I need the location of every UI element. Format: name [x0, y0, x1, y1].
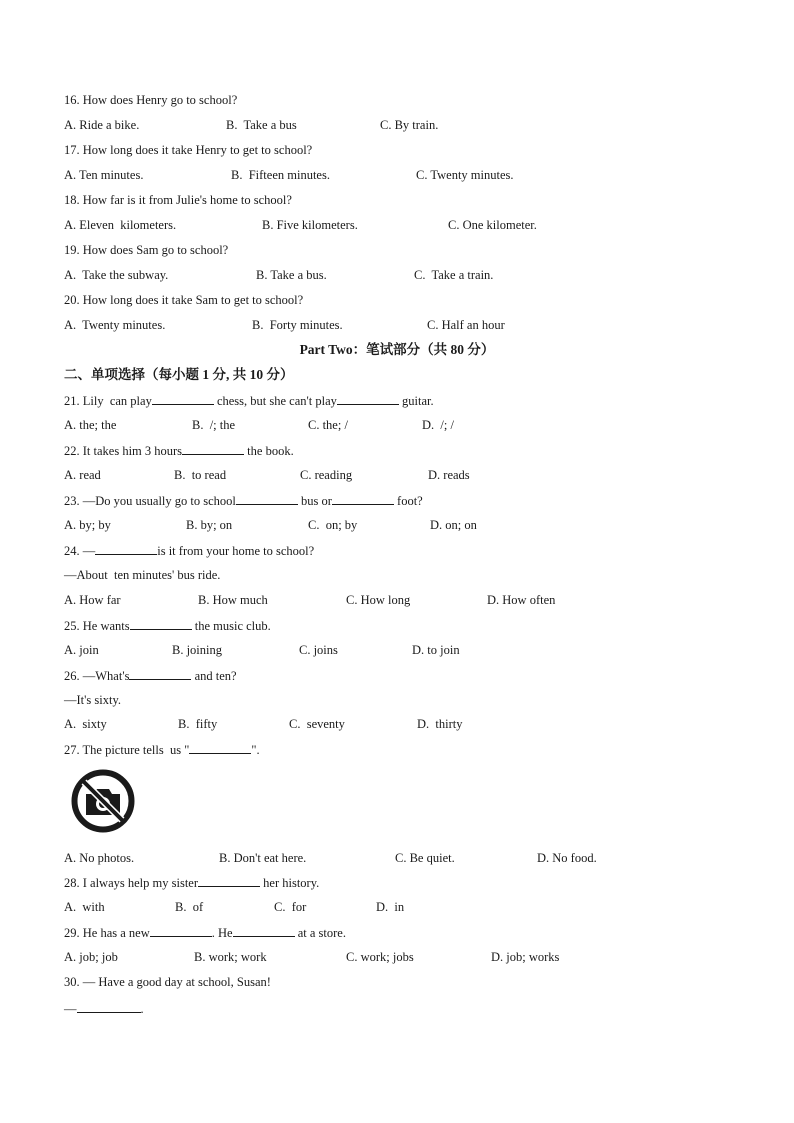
question-26-text-2: and ten?: [191, 669, 237, 683]
option-22-d[interactable]: D. reads: [428, 468, 470, 482]
option-28-b[interactable]: B. of: [175, 900, 204, 914]
question-22-text-2: the book.: [244, 444, 294, 458]
answer-blank[interactable]: [129, 667, 191, 680]
option-28-a[interactable]: A. with: [64, 900, 105, 914]
option-27-c[interactable]: C. Be quiet.: [395, 851, 455, 865]
option-28-d[interactable]: D. in: [376, 900, 405, 914]
option-27-d[interactable]: D. No food.: [537, 851, 597, 865]
option-25-c[interactable]: C. joins: [299, 643, 338, 657]
option-23-b[interactable]: B. by; on: [186, 518, 233, 532]
section-heading: 二、单项选择（每小题 1 分, 共 10 分）: [64, 367, 294, 382]
option-26-c[interactable]: C. seventy: [289, 717, 345, 731]
question-25: [64, 617, 271, 634]
answer-blank[interactable]: [150, 924, 212, 937]
question-24-reply: —About ten minutes' bus ride.: [64, 568, 221, 582]
option-24-d[interactable]: D. How often: [487, 593, 556, 607]
answer-blank[interactable]: [332, 492, 394, 505]
option-24-a[interactable]: A. How far: [64, 593, 121, 607]
answer-blank[interactable]: [236, 492, 298, 505]
option-25-b[interactable]: B. joining: [172, 643, 223, 657]
option-17-b[interactable]: B. Fifteen minutes.: [231, 168, 330, 182]
option-21-c[interactable]: C. the; /: [308, 418, 348, 432]
option-20-b[interactable]: B. Forty minutes.: [252, 318, 343, 332]
option-21-a[interactable]: A. the; the: [64, 418, 117, 432]
option-22-a[interactable]: A. read: [64, 468, 101, 482]
option-22-c[interactable]: C. reading: [300, 468, 353, 482]
option-18-c[interactable]: C. One kilometer.: [448, 218, 537, 232]
question-21-text-1: 21. Lily can play: [64, 394, 152, 408]
option-24-b[interactable]: B. How much: [198, 593, 268, 607]
answer-blank[interactable]: [182, 442, 244, 455]
question-29-text-3: at a store.: [294, 926, 346, 940]
question-28-text-2: her history.: [260, 876, 320, 890]
answer-blank[interactable]: [77, 1000, 141, 1013]
question-24-text-1: 24. —: [64, 544, 96, 558]
option-29-d[interactable]: D. job; works: [491, 950, 560, 964]
answer-blank[interactable]: [130, 617, 192, 630]
answer-blank[interactable]: [95, 542, 157, 555]
answer-blank[interactable]: [189, 741, 251, 754]
question-29: [64, 924, 346, 941]
answer-blank[interactable]: [198, 874, 260, 887]
question-23-text-2: bus or: [297, 494, 332, 508]
question-23: [64, 492, 423, 509]
option-23-c[interactable]: C. on; by: [308, 518, 358, 532]
option-18-b[interactable]: B. Five kilometers.: [262, 218, 358, 232]
question-28-text-1: 28. I always help my sister: [64, 876, 199, 890]
question-26-reply: —It's sixty.: [64, 693, 122, 707]
option-26-b[interactable]: B. fifty: [178, 717, 218, 731]
question-30-reply-end: .: [140, 1002, 144, 1016]
question-25-text-2: the music club.: [191, 619, 271, 633]
option-24-c[interactable]: C. How long: [346, 593, 411, 607]
option-23-d[interactable]: D. on; on: [430, 518, 477, 532]
option-27-a[interactable]: A. No photos.: [64, 851, 135, 865]
option-16-c[interactable]: C. By train.: [380, 118, 439, 132]
question-16: 16. How does Henry go to school?: [64, 93, 238, 107]
question-21: [64, 392, 434, 409]
question-19: 19. How does Sam go to school?: [64, 243, 229, 257]
question-23-text-3: foot?: [393, 494, 423, 508]
option-19-c[interactable]: C. Take a train.: [414, 268, 494, 282]
option-19-b[interactable]: B. Take a bus.: [256, 268, 327, 282]
question-26: [64, 667, 237, 684]
question-25-text-1: 25. He wants: [64, 619, 130, 633]
option-23-a[interactable]: A. by; by: [64, 518, 111, 532]
question-24: [64, 542, 314, 559]
question-30-reply: [64, 1000, 144, 1017]
option-16-a[interactable]: A. Ride a bike.: [64, 118, 140, 132]
option-29-c[interactable]: C. work; jobs: [346, 950, 414, 964]
question-22-text-1: 22. It takes him 3 hours: [64, 444, 183, 458]
option-17-c[interactable]: C. Twenty minutes.: [416, 168, 514, 182]
option-22-b[interactable]: B. to read: [174, 468, 227, 482]
option-26-a[interactable]: A. sixty: [64, 717, 107, 731]
option-17-a[interactable]: A. Ten minutes.: [64, 168, 144, 182]
question-21-text-2: chess, but she can't play: [213, 394, 337, 408]
option-20-c[interactable]: C. Half an hour: [427, 318, 505, 332]
option-25-d[interactable]: D. to join: [412, 643, 460, 657]
option-20-a[interactable]: A. Twenty minutes.: [64, 318, 166, 332]
question-28: [64, 874, 319, 891]
question-27-text-1: 27. The picture tells us ": [64, 743, 190, 757]
no-photos-sign-icon: [70, 768, 136, 834]
part-title: Part Two：笔试部分（共 80 分）: [299, 342, 495, 357]
question-21-text-3: guitar.: [398, 394, 434, 408]
answer-blank[interactable]: [152, 392, 214, 405]
question-17: 17. How long does it take Henry to get to school?: [64, 143, 313, 157]
option-18-a[interactable]: A. Eleven kilometers.: [64, 218, 177, 232]
question-29-text-2: . He: [211, 926, 233, 940]
question-30-reply-dash: —: [64, 1002, 77, 1016]
option-21-d[interactable]: D. /; /: [422, 418, 454, 432]
question-24-text-2: is it from your home to school?: [157, 544, 315, 558]
question-18: 18. How far is it from Julie's home to school?: [64, 193, 292, 207]
question-30: 30. — Have a good day at school, Susan!: [64, 975, 271, 989]
option-29-a[interactable]: A. job; job: [64, 950, 118, 964]
question-22: [64, 442, 294, 459]
option-26-d[interactable]: D. thirty: [417, 717, 463, 731]
option-27-b[interactable]: B. Don't eat here.: [219, 851, 307, 865]
question-23-text-1: 23. —Do you usually go to school: [64, 494, 236, 508]
option-25-a[interactable]: A. join: [64, 643, 99, 657]
question-26-text-1: 26. —What's: [64, 669, 130, 683]
option-29-b[interactable]: B. work; work: [194, 950, 267, 964]
option-21-b[interactable]: B. /; the: [192, 418, 236, 432]
answer-blank[interactable]: [233, 924, 295, 937]
question-20: 20. How long does it take Sam to get to school?: [64, 293, 304, 307]
option-28-c[interactable]: C. for: [274, 900, 307, 914]
question-29-text-1: 29. He has a new: [64, 926, 150, 940]
question-27-text-2: ".: [251, 743, 260, 757]
option-19-a[interactable]: A. Take the subway.: [64, 268, 169, 282]
answer-blank[interactable]: [337, 392, 399, 405]
option-16-b[interactable]: B. Take a bus: [226, 118, 297, 132]
question-27: [64, 741, 260, 758]
